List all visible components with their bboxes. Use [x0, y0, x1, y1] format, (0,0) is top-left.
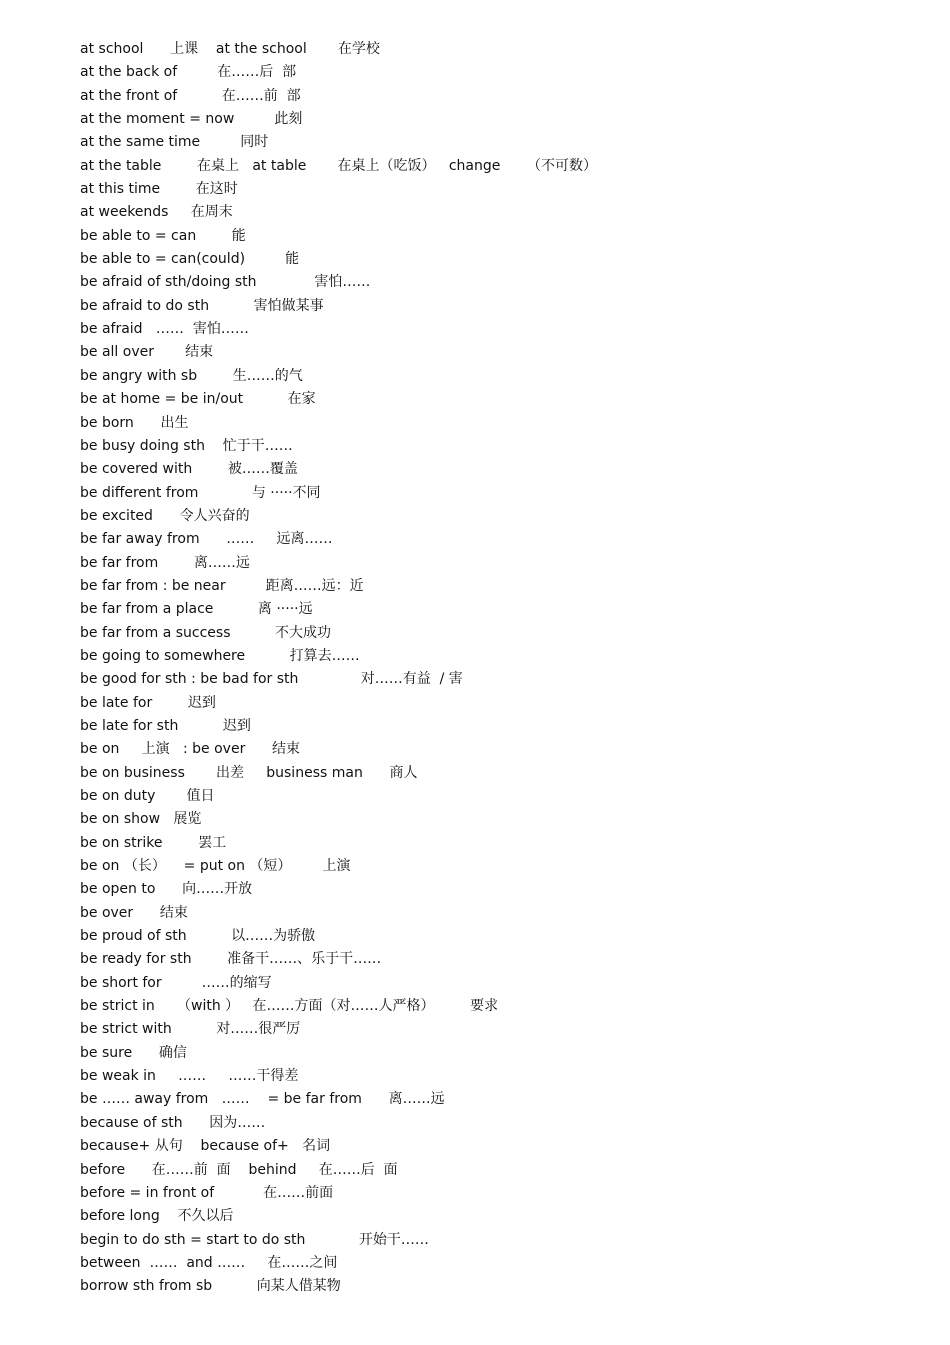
vocabulary-page: [80, 38, 920, 1299]
phrase-line: be able to = can 能: [80, 227, 246, 244]
phrase-line: be late for sth 迟到: [80, 717, 251, 734]
phrase-line: be far from : be near 距离……远：近: [80, 577, 364, 594]
phrase-line: be far from 离……远: [80, 554, 250, 571]
phrase-line: at the moment = now 此刻: [80, 111, 303, 128]
phrase-line: be busy doing sth 忙于干……: [80, 437, 293, 454]
phrase-line: before long 不久以后: [80, 1208, 234, 1225]
phrase-line: be strict in （with ） 在……方面（对……人严格） 要求: [80, 998, 499, 1015]
phrase-line: be late for 迟到: [80, 694, 216, 711]
phrase-line: because+ 从句 because of+ 名词: [80, 1138, 331, 1155]
phrase-line: be weak in …… ……干得差: [80, 1068, 299, 1085]
phrase-line: be …… away from …… = be far from 离……远: [80, 1091, 445, 1108]
phrase-line: be ready for sth 准备干……、乐于干……: [80, 951, 382, 968]
phrase-line: because of sth 因为……: [80, 1114, 266, 1131]
phrase-line: be open to 向……开放: [80, 881, 253, 898]
phrase-line: before 在……前 面 behind 在……后 面: [80, 1161, 398, 1178]
phrase-line: be different from 与 ·····不同: [80, 484, 321, 501]
phrase-line: at the table 在桌上 at table 在桌上（吃饭） change （不可数）: [80, 157, 598, 174]
phrase-line: be strict with 对……很严厉: [80, 1021, 301, 1038]
phrase-line: be afraid to do sth 害怕做某事: [80, 297, 324, 314]
phrase-line: be on （长） = put on （短） 上演: [80, 858, 351, 875]
phrase-line: be on show 展览: [80, 811, 202, 828]
phrase-line: at the same time 同时: [80, 134, 269, 151]
phrase-line: be short for ……的缩写: [80, 974, 272, 991]
phrase-line: at school 上课 at the school 在学校: [80, 41, 380, 57]
phrase-line: be afraid of sth/doing sth 害怕……: [80, 274, 371, 291]
phrase-line: be on 上演 : be over 结束: [80, 741, 301, 758]
phrase-line: before = in front of 在……前面: [80, 1184, 334, 1201]
phrase-line: at weekends 在周末: [80, 204, 233, 221]
phrase-line: be on duty 值日: [80, 788, 215, 804]
phrase-line: between …… and …… 在……之间: [80, 1254, 338, 1271]
phrase-line: be far away from …… 远离……: [80, 531, 333, 548]
phrase-line: at this time 在这时: [80, 181, 238, 198]
phrase-line: be going to somewhere 打算去……: [80, 647, 360, 664]
phrase-line: at the front of 在……前 部: [80, 87, 301, 104]
phrase-line: be far from a place 离 ·····远: [80, 601, 313, 618]
phrase-line: be over 结束: [80, 904, 188, 921]
phrase-line: be at home = be in/out 在家: [80, 391, 316, 408]
phrase-line: be on strike 罢工: [80, 834, 227, 851]
phrase-line: be afraid …… 害怕……: [80, 321, 249, 338]
phrase-line: be good for sth : be bad for sth 对……有益 / 害: [80, 671, 463, 688]
phrase-line: be all over 结束: [80, 344, 214, 361]
phrase-line: be born 出生: [80, 414, 189, 431]
phrase-line: begin to do sth = start to do sth 开始干……: [80, 1231, 429, 1248]
phrase-line: be covered with 被……覆盖: [80, 461, 298, 478]
phrase-line: be proud of sth 以……为骄傲: [80, 928, 316, 945]
phrase-line: at the back of 在……后 部: [80, 64, 297, 81]
phrase-line: borrow sth from sb 向某人借某物: [80, 1278, 341, 1295]
phrase-line: be able to = can(could) 能: [80, 251, 300, 268]
phrase-line: be sure 确信: [80, 1044, 187, 1061]
phrase-line: be angry with sb 生……的气: [80, 367, 303, 384]
phrase-line: be on business 出差 business man 商人: [80, 764, 418, 781]
phrase-line: be far from a success 不大成功: [80, 624, 331, 641]
phrase-line: be excited 令人兴奋的: [80, 507, 250, 524]
